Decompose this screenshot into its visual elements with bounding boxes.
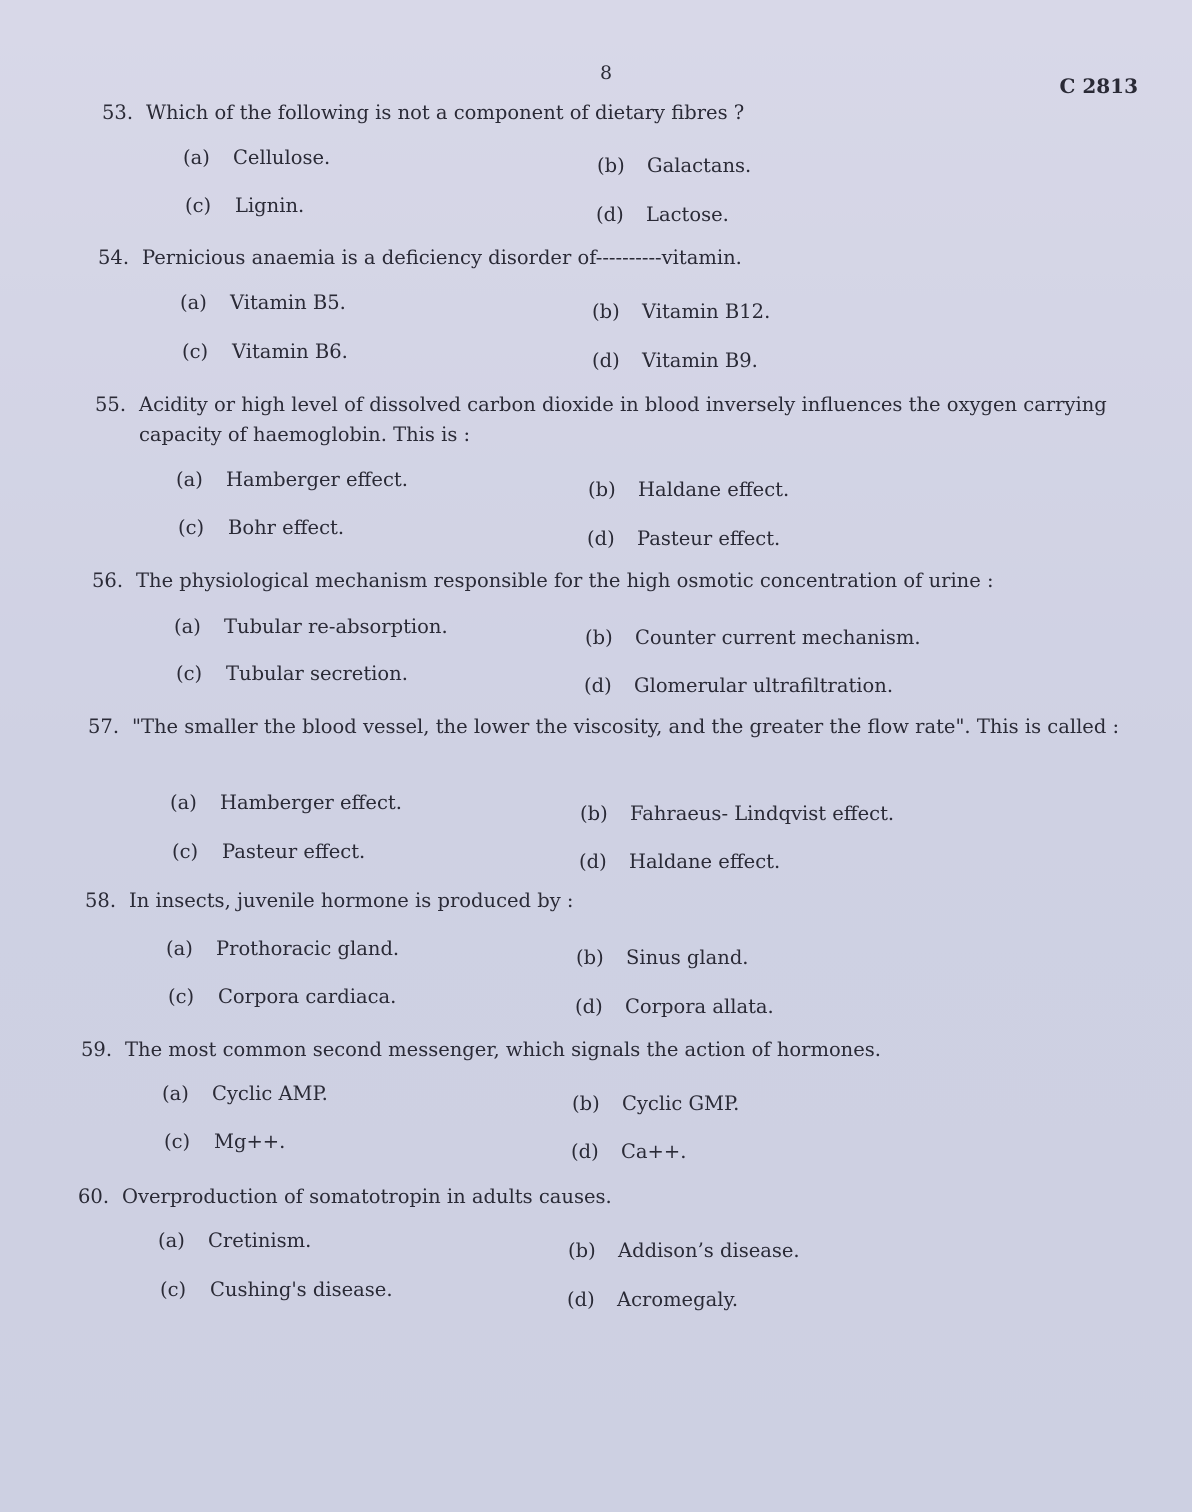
question [102,98,1142,128]
option-text: Acromegaly. [617,1288,739,1311]
answer-option [180,291,346,314]
question-stem [95,390,1140,450]
option-text: Lignin. [235,194,305,217]
option-letter: (a) [162,1082,189,1105]
option-text: Cellulose. [233,146,331,169]
question-number: 55. [95,393,127,416]
answer-option [588,478,789,501]
answer-option [572,1092,739,1115]
option-letter: (d) [571,1140,599,1163]
question-text: Acidity or high level of dissolved carbon dioxide in blood inversely influences the oxygen carrying capacity of haemoglobin. This is : [139,393,1107,446]
option-letter: (c) [182,340,209,363]
option-letter: (c) [176,662,203,685]
option-text: Corpora cardiaca. [218,985,397,1008]
option-letter: (b) [592,300,620,323]
answer-option [170,791,402,814]
question-stem [98,243,1138,273]
question-number: 57. [88,715,120,738]
option-letter: (b) [580,802,608,825]
answer-option [182,340,348,363]
option-letter: (a) [174,615,201,638]
option-letter: (a) [183,146,210,169]
option-text: Cretinism. [208,1229,312,1252]
option-text: Galactans. [647,154,752,177]
option-letter: (c) [168,985,195,1008]
page-number: 8 [600,62,613,84]
question [78,1182,1118,1212]
option-letter: (d) [579,850,607,873]
question-text: "The smaller the blood vessel, the lower the viscosity, and the greater the flow rate". This is called : [132,715,1120,738]
answer-option [576,946,749,969]
answer-option [580,802,894,825]
answer-option [176,662,408,685]
option-text: Vitamin B5. [230,291,346,314]
option-letter: (b) [585,626,613,649]
option-letter: (a) [166,937,193,960]
question [81,1035,1121,1065]
answer-option [575,995,774,1018]
question [88,712,1128,742]
option-text: Glomerular ultrafiltration. [634,674,894,697]
answer-option [168,985,396,1008]
option-text: Cyclic AMP. [212,1082,328,1105]
question-text: Overproduction of somatotropin in adults causes. [122,1185,612,1208]
answer-option [592,300,770,323]
answer-option [178,516,344,539]
answer-option [162,1082,328,1105]
option-letter: (d) [584,674,612,697]
option-text: Hamberger effect. [226,468,408,491]
option-text: Haldane effect. [629,850,781,873]
answer-option [579,850,780,873]
answer-option [183,146,330,169]
option-letter: (c) [172,840,199,863]
question-stem [78,1182,1118,1212]
answer-option [174,615,448,638]
question-stem [85,886,1125,916]
option-text: Mg++. [214,1130,286,1153]
option-text: Vitamin B12. [642,300,771,323]
question-text: The most common second messenger, which signals the action of hormones. [125,1038,881,1061]
option-text: Tubular secretion. [226,662,408,685]
option-text: Bohr effect. [228,516,345,539]
answer-option [585,626,921,649]
answer-option [185,194,304,217]
answer-option [166,937,399,960]
option-letter: (b) [568,1239,596,1262]
option-letter: (d) [587,527,615,550]
option-text: Pasteur effect. [222,840,366,863]
answer-option [584,674,893,697]
question [95,390,1140,450]
option-letter: (d) [567,1288,595,1311]
answer-option [176,468,408,491]
option-text: Vitamin B9. [642,349,758,372]
option-letter: (b) [576,946,604,969]
answer-option [567,1288,738,1311]
question-number: 59. [81,1038,113,1061]
option-text: Hamberger effect. [220,791,402,814]
option-text: Ca++. [621,1140,687,1163]
option-letter: (d) [592,349,620,372]
option-text: Cyclic GMP. [622,1092,740,1115]
option-text: Tubular re-absorption. [224,615,448,638]
answer-option [597,154,751,177]
answer-option [592,349,758,372]
option-letter: (a) [158,1229,185,1252]
question-text: Pernicious anaemia is a deficiency disorder of----------vitamin. [142,246,742,269]
answer-option [172,840,365,863]
option-text: Pasteur effect. [637,527,781,550]
option-text: Prothoracic gland. [216,937,400,960]
question-text: In insects, juvenile hormone is produced by : [129,889,574,912]
question-stem [92,566,1137,596]
option-letter: (d) [575,995,603,1018]
question-stem [102,98,1142,128]
option-letter: (a) [180,291,207,314]
option-letter: (b) [597,154,625,177]
option-text: Cushing's disease. [210,1278,393,1301]
option-letter: (b) [588,478,616,501]
question-number: 60. [78,1185,110,1208]
answer-option [160,1278,393,1301]
question-text: Which of the following is not a component of dietary fibres ? [146,101,745,124]
paper-code: C 2813 [1059,74,1138,98]
question-stem [81,1035,1121,1065]
answer-option [596,203,729,226]
question-stem [88,712,1128,742]
option-letter: (c) [185,194,212,217]
option-letter: (c) [164,1130,191,1153]
answer-option [164,1130,285,1153]
question-number: 53. [102,101,134,124]
answer-option [568,1239,800,1262]
option-text: Corpora allata. [625,995,774,1018]
option-letter: (c) [160,1278,187,1301]
question-number: 56. [92,569,124,592]
question [92,566,1137,596]
option-letter: (a) [170,791,197,814]
option-text: Haldane effect. [638,478,790,501]
option-text: Counter current mechanism. [635,626,921,649]
question-number: 54. [98,246,130,269]
option-letter: (b) [572,1092,600,1115]
option-text: Addison’s disease. [618,1239,800,1262]
answer-option [587,527,780,550]
option-text: Lactose. [646,203,729,226]
option-letter: (a) [176,468,203,491]
question [85,886,1125,916]
question-text: The physiological mechanism responsible for the high osmotic concentration of urine : [136,569,994,592]
question-number: 58. [85,889,117,912]
option-text: Vitamin B6. [232,340,348,363]
question [98,243,1138,273]
option-letter: (c) [178,516,205,539]
option-text: Fahraeus- Lindqvist effect. [630,802,895,825]
option-letter: (d) [596,203,624,226]
option-text: Sinus gland. [626,946,749,969]
answer-option [571,1140,686,1163]
answer-option [158,1229,311,1252]
